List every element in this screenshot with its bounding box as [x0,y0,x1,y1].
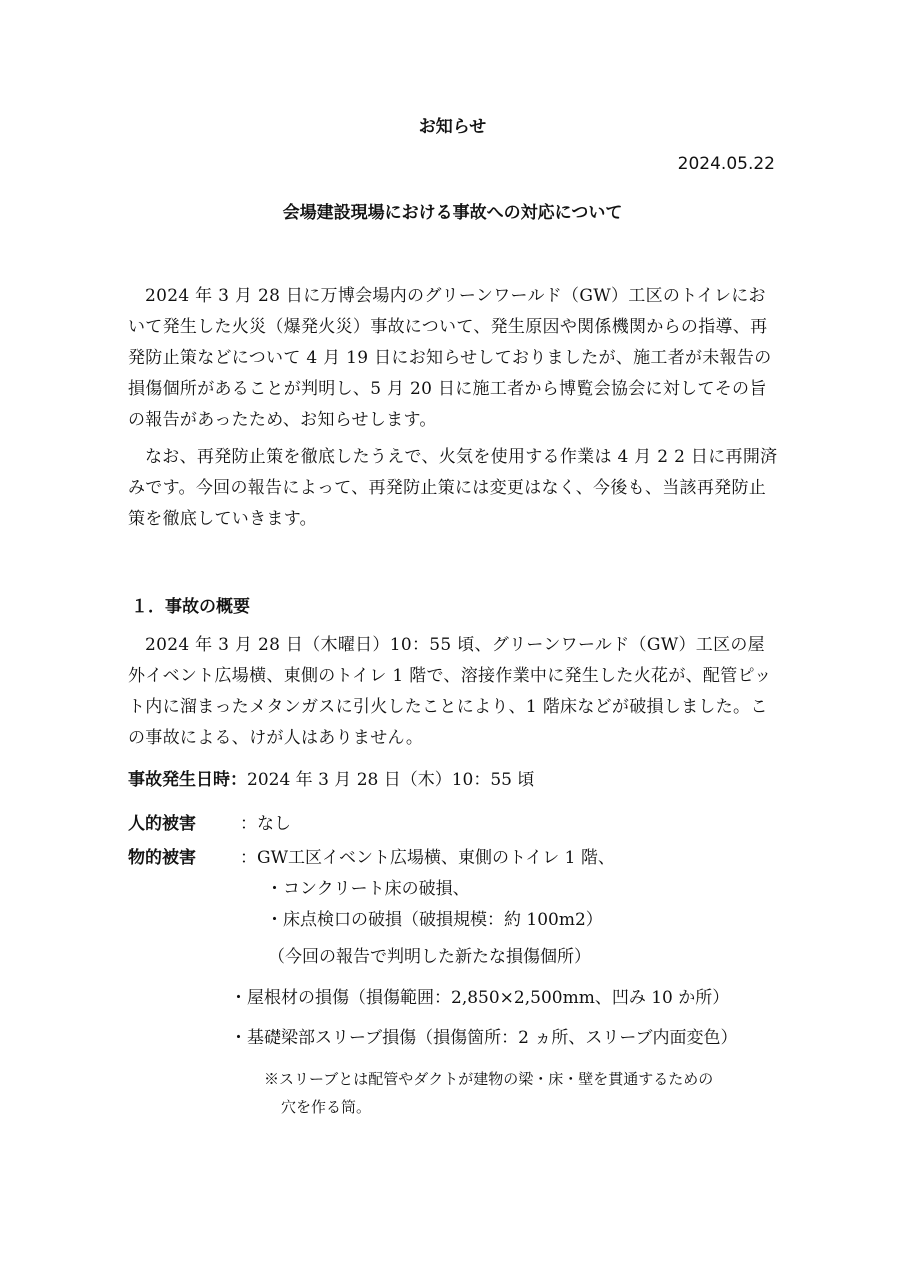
new-finding-item: ・屋根材の損傷（損傷範囲：2,850×2,500mm、凹み 10 か所） [230,988,730,1008]
property-damage-value: ：GW工区イベント広場横、東側のトイレ 1 階、 [240,848,615,868]
notice-title: お知らせ [418,117,487,137]
accident-datetime-label: 事故発生日時： [128,770,247,790]
sleeve-footnote [264,1065,784,1121]
new-findings-heading: （今回の報告で判明した新たな損傷個所） [268,947,591,967]
sleeve-footnote-line-2: 穴を作る筒。 [281,1098,372,1116]
property-damage-row [128,843,615,874]
property-item: ・床点検口の破損（破損規模：約 100m2） [266,910,603,930]
publish-date: 2024.05.22 [677,154,775,174]
intro-paragraph-2: なお、再発防止策を徹底したうえで、火気を使用する作業は 4 月 2 2 日に再開済みです。今回の報告によって、再発防止策には変更はなく、今後も、当該再発防止策を徹底していきます。 [128,447,778,529]
human-damage-value: ：なし [240,814,291,834]
property-damage-label: 物的被害 [128,848,196,868]
human-damage-label: 人的被害 [128,814,196,834]
sleeve-footnote-line-1: ※スリーブとは配管やダクトが建物の梁・床・壁を貫通するための [264,1070,714,1088]
section-heading-accident-overview: １．事故の概要 [131,597,250,617]
new-finding-item: ・基礎梁部スリーブ損傷（損傷箇所：2 ヵ所、スリーブ内面変色） [230,1028,738,1048]
human-damage-row [128,809,291,840]
accident-summary: 2024 年 3 月 28 日（木曜日）10：55 頃、グリーンワールド（GW）工区の屋外イベント広場横、東側のトイレ 1 階で、溶接作業中に発生した火花が、配管ピット内に溜まったメタンガスに引火したことにより、1 階床などが破損しました。この事故による、けが人はありません。 [128,635,772,748]
accident-datetime-row [128,765,534,796]
notice-subject: 会場建設現場における事故への対応について [282,203,623,223]
intro-paragraph-1: 2024 年 3 月 28 日に万博会場内のグリーンワールド（GW）工区のトイレにおいて発生した火災（爆発火災）事故について、発生原因や関係機関からの指導、再発防止策などについて 4 月 19 日にお知らせしておりましたが、施工者が未報告の損傷個所があることが判明し、5 月 20 日に施工者から博覧会協会に対してその旨の報告があったため、お知らせします。 [128,286,772,430]
accident-datetime-value: 2024 年 3 月 28 日（木）10：55 頃 [247,770,535,790]
property-item: ・コンクリート床の破損、 [266,879,470,899]
